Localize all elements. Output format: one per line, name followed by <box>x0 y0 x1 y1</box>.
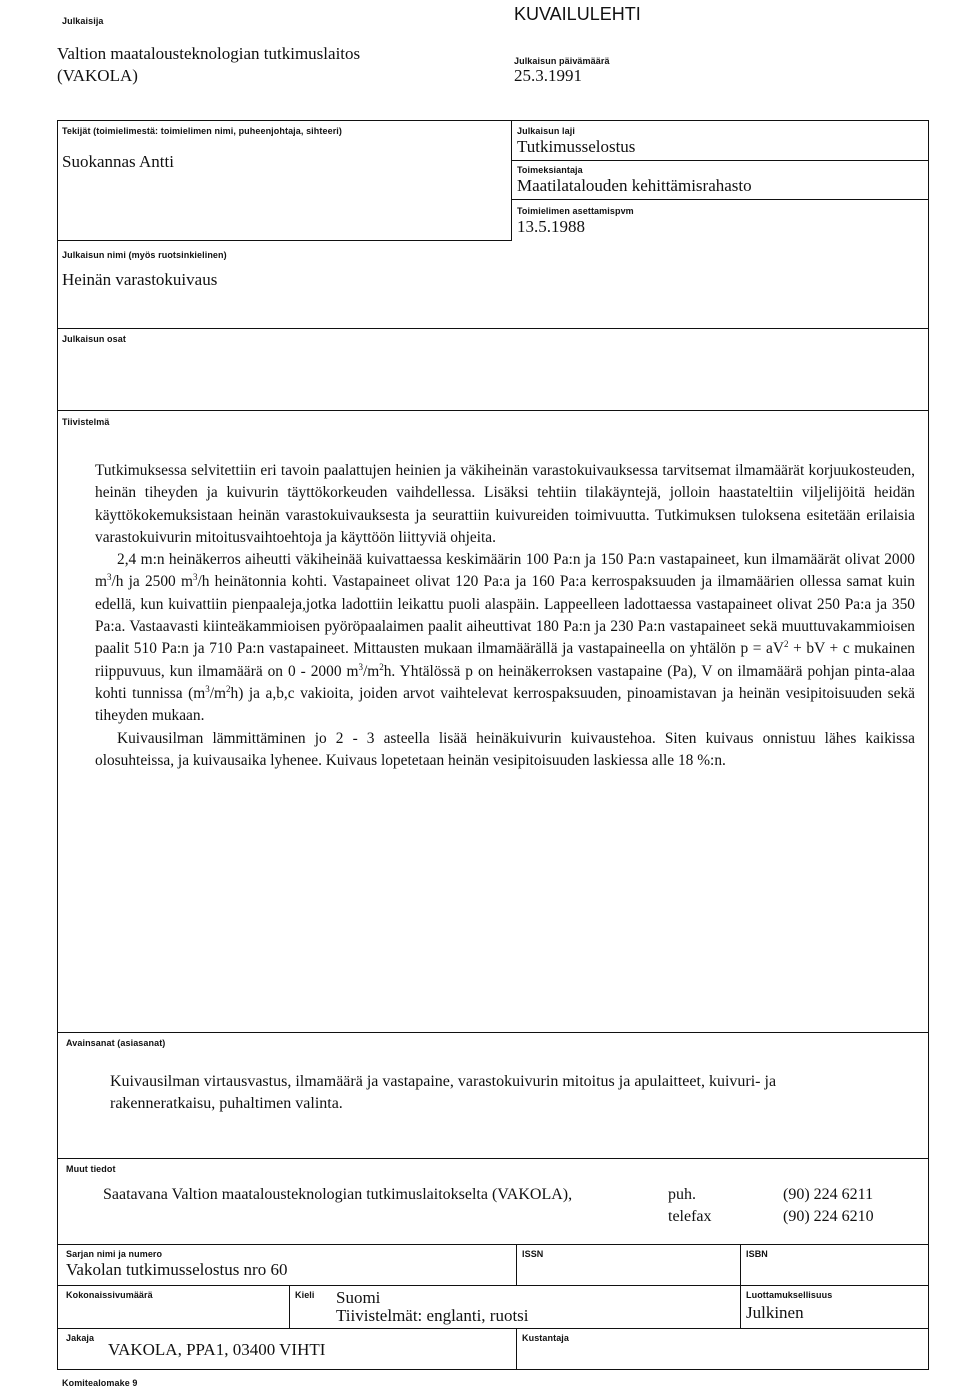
pages-language-divider <box>289 1285 290 1329</box>
authors-divider <box>57 240 512 241</box>
language-value: Suomi <box>336 1288 381 1307</box>
parts-divider <box>57 328 929 329</box>
distributor-label: Jakaja <box>66 1333 95 1343</box>
established-value: 13.5.1988 <box>517 217 585 236</box>
pages-label: Kokonaissivumäärä <box>66 1290 153 1300</box>
distributor-printer-divider <box>516 1328 517 1369</box>
abstract-label: Tiivistelmä <box>62 417 110 427</box>
isbn-label: ISBN <box>746 1249 768 1259</box>
date-label: Julkaisun päivämäärä <box>514 56 610 66</box>
confidentiality-label: Luottamuksellisuus <box>746 1290 833 1300</box>
commissioner-label: Toimeksiantaja <box>517 165 583 175</box>
abstract-paragraph-3: Kuivausilman lämmittäminen jo 2 - 3 asteella lisää heinäkuivurin kuivaustehoa. Siten kuivaus onnistuu lähes kaikissa olosuhteissa, ja kuivausaika lyhenee. Kuivaus lopetetaan heinän vesipitoisuuden laskiessa alle 18 %:n. <box>95 729 915 769</box>
confidentiality-value: Julkinen <box>746 1303 804 1322</box>
frame-left-line <box>57 120 58 1370</box>
established-label: Toimielimen asettamispvm <box>517 206 634 216</box>
series-value: Vakolan tutkimusselostus nro 60 <box>66 1260 288 1279</box>
publisher-label: Julkaisija <box>62 16 104 26</box>
abstract-paragraph-2: 2,4 m:n heinäkerros aiheutti väkiheinää kuivattaessa keskimäärin 100 Pa:n ja 150 Pa:n vastapaineet, kun ilmamäärät olivat 2000 $m^3/h$ ja 2500 $m^3/h$ heinätonnia kohti. Vastapaineet olivat 120 Pa:a ja 160 Pa:a kerrospaksuuden ja ilmamäärien ollessa samat kuin edellä, kun kuivattiin pienpaaleja,jotka ladottiin leikattu puoli alaspäin. Lappeelleen ladottaessa vastapaineet olivat 250 Pa:a ja 350 Pa:a. Vastaavasti kiinteäkammioisen pyöröpaalaimen paalit aiheuttivat 180 Pa:n ja 230 Pa:n vastapaineet sekä muuttuvakammioisen paalit 510 Pa:n ja 710 Pa:n vastapaineet. Mittausten mukaan ilmamäärällä ja vastapaineella on yhtälön $p = aV^2$ + bV + c mukainen riippuvuus, kun ilmamäärä on 0 - 2000 $m^3/m^2h$. Yhtälössä p on heinäkerroksen vastapaine (Pa), V on ilmamäärä pohjan pinta-alaa kohti tunnissa $(m^3/m^2h)$ ja a,b,c vakioita, joiden arvot vaihtelevat kerrospaksuuden, pinoamistavan ja heinän vesipitoisuuden sekä tiheyden mukaan. <box>95 551 916 725</box>
series-issn-divider <box>516 1244 517 1285</box>
fax-label: telefax <box>668 1208 712 1225</box>
parts-label: Julkaisun osat <box>62 334 126 344</box>
authors-value: Suokannas Antti <box>62 152 174 171</box>
other-divider <box>57 1158 929 1159</box>
keywords-divider <box>57 1032 929 1033</box>
distributor-divider <box>57 1328 929 1329</box>
form-title: KUVAILULEHTI <box>514 4 641 24</box>
authors-label: Tekijät (toimielimestä: toimielimen nimi, puheenjohtaja, sihteeri) <box>62 126 342 136</box>
frame-right-line <box>928 120 929 1370</box>
pub-name-value: Heinän varastokuivaus <box>62 270 218 289</box>
series-label: Sarjan nimi ja numero <box>66 1249 163 1259</box>
commissioner-value: Maatilatalouden kehittämisrahasto <box>517 176 752 195</box>
pub-type-value: Tutkimusselostus <box>517 137 636 156</box>
fax-value: (90) 224 6210 <box>783 1208 874 1225</box>
printer-label: Kustantaja <box>522 1333 570 1343</box>
pages-divider <box>57 1285 929 1286</box>
availability-text: Saatavana Valtion maatalousteknologian tutkimuslaitokselta (VAKOLA), <box>103 1186 573 1203</box>
upper-divider <box>511 120 512 241</box>
pub-type-divider <box>511 160 929 161</box>
phone-value: (90) 224 6211 <box>783 1186 874 1203</box>
series-divider <box>57 1244 929 1245</box>
pub-name-label: Julkaisun nimi (myös ruotsinkielinen) <box>62 250 227 260</box>
issn-label: ISSN <box>522 1249 544 1259</box>
abstract-body <box>95 460 915 772</box>
abstract-paragraph-1: Tutkimuksessa selvitettiin eri tavoin paalattujen heinien ja väkiheinän varastokuivauksessa tarvitsemat ilmamäärät korjuukosteuden, heinän tiheyden ja kuivurin täyttökorkeuden vaihdellessa. Lisäksi tehtiin tilakäyntejä, jolloin haastateltiin viljelijöitä heidän käyttökokemuksistaan heinän varastokuivauksesta ja seurattiin kuivureiden toimivuutta. Tutkimuksen tuloksena esitetään erilaisia varastokuivurin mitoitusvaihtoehtoja ja käyttöön liittyviä ohjeita. <box>95 462 915 546</box>
language-confidentiality-divider <box>740 1285 741 1329</box>
form-id: Komitealomake 9 <box>62 1378 138 1388</box>
keywords-label: Avainsanat (asiasanat) <box>66 1038 166 1048</box>
publisher-abbrev: (VAKOLA) <box>57 66 138 85</box>
commissioner-divider <box>511 199 929 200</box>
phone-label: puh. <box>668 1186 696 1203</box>
frame-top-line <box>57 120 929 121</box>
abstract-divider <box>57 410 929 411</box>
pub-type-label: Julkaisun laji <box>517 126 575 136</box>
date-value: 25.3.1991 <box>514 66 582 85</box>
keywords-value: Kuivausilman virtausvastus, ilmamäärä ja vastapaine, varastokuivurin mitoitus ja apulaitteet, kuivuri- ja rakenneratkaisu, puhaltimen valinta. <box>110 1073 777 1112</box>
language-label: Kieli <box>295 1290 315 1300</box>
abstract-languages: Tiivistelmät: englanti, ruotsi <box>336 1306 529 1325</box>
publisher-name: Valtion maatalousteknologian tutkimuslaitos <box>57 44 361 63</box>
frame-bottom-line <box>57 1369 929 1370</box>
issn-isbn-divider <box>740 1244 741 1285</box>
other-label: Muut tiedot <box>66 1164 116 1174</box>
distributor-value: VAKOLA, PPA1, 03400 VIHTI <box>108 1340 326 1359</box>
